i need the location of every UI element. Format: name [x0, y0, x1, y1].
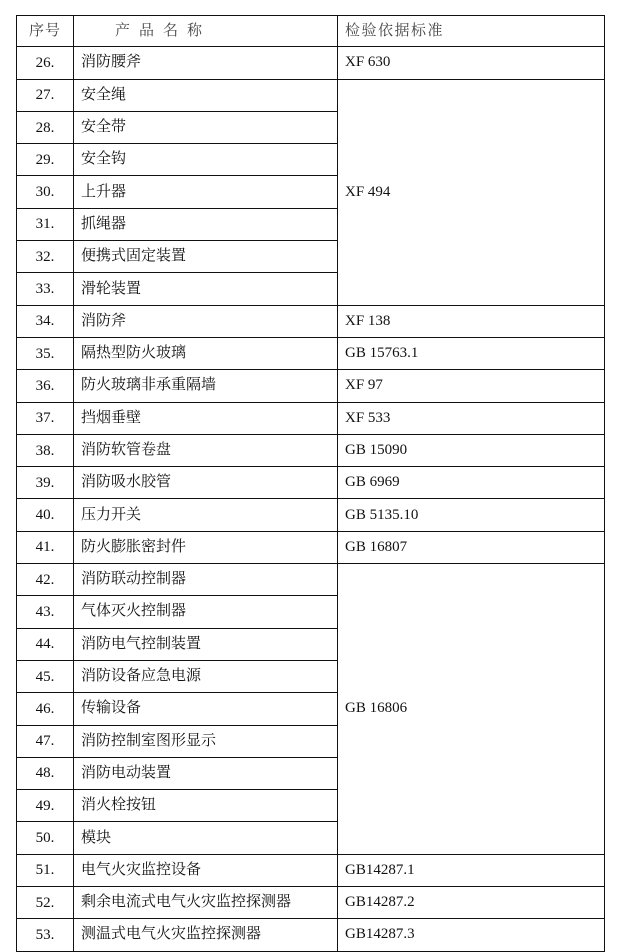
- cell-inspection-standard: GB 5135.10: [338, 499, 605, 531]
- cell-inspection-standard: GB 15763.1: [338, 337, 605, 369]
- cell-serial-number: 51.: [17, 854, 74, 886]
- cell-product-name: 电气火灾监控设备: [74, 854, 338, 886]
- cell-serial-number: 26.: [17, 47, 74, 79]
- table-row: [17, 305, 605, 337]
- cell-inspection-standard: XF 533: [338, 402, 605, 434]
- cell-inspection-standard: GB 6969: [338, 467, 605, 499]
- cell-serial-number: 43.: [17, 596, 74, 628]
- table-row: [17, 467, 605, 499]
- cell-inspection-standard: GB14287.3: [338, 919, 605, 951]
- cell-product-name: 消火栓按钮: [74, 790, 338, 822]
- cell-serial-number: 46.: [17, 693, 74, 725]
- table-body: [17, 47, 605, 951]
- cell-product-name: 消防吸水胶管: [74, 467, 338, 499]
- cell-product-name: 防火膨胀密封件: [74, 531, 338, 563]
- table-row: [17, 854, 605, 886]
- header-product-name: 产品名称: [74, 16, 338, 47]
- table-row: [17, 919, 605, 951]
- cell-serial-number: 42.: [17, 564, 74, 596]
- cell-product-name: 消防软管卷盘: [74, 434, 338, 466]
- cell-serial-number: 44.: [17, 628, 74, 660]
- cell-product-name: 便携式固定装置: [74, 241, 338, 273]
- cell-product-name: 传输设备: [74, 693, 338, 725]
- table-row: [17, 79, 605, 111]
- cell-product-name: 消防电动装置: [74, 757, 338, 789]
- cell-inspection-standard: GB14287.1: [338, 854, 605, 886]
- cell-serial-number: 50.: [17, 822, 74, 854]
- cell-product-name: 消防联动控制器: [74, 564, 338, 596]
- cell-serial-number: 53.: [17, 919, 74, 951]
- cell-product-name: 气体灭火控制器: [74, 596, 338, 628]
- cell-serial-number: 45.: [17, 660, 74, 692]
- table-row: [17, 370, 605, 402]
- cell-serial-number: 35.: [17, 337, 74, 369]
- cell-serial-number: 27.: [17, 79, 74, 111]
- cell-product-name: 消防设备应急电源: [74, 660, 338, 692]
- cell-product-name: 滑轮装置: [74, 273, 338, 305]
- cell-inspection-standard: XF 138: [338, 305, 605, 337]
- table-row: [17, 402, 605, 434]
- cell-inspection-standard: GB 16806: [338, 564, 605, 855]
- cell-inspection-standard: XF 494: [338, 79, 605, 305]
- header-serial-number: 序号: [17, 16, 74, 47]
- cell-product-name: 消防斧: [74, 305, 338, 337]
- table-row: [17, 499, 605, 531]
- cell-product-name: 安全绳: [74, 79, 338, 111]
- cell-serial-number: 31.: [17, 208, 74, 240]
- cell-inspection-standard: GB14287.2: [338, 887, 605, 919]
- cell-product-name: 安全带: [74, 111, 338, 143]
- table-header-row: [17, 16, 605, 47]
- cell-serial-number: 39.: [17, 467, 74, 499]
- cell-serial-number: 52.: [17, 887, 74, 919]
- cell-inspection-standard: XF 97: [338, 370, 605, 402]
- cell-product-name: 上升器: [74, 176, 338, 208]
- cell-product-name: 安全钩: [74, 144, 338, 176]
- table-row: [17, 564, 605, 596]
- cell-serial-number: 33.: [17, 273, 74, 305]
- cell-serial-number: 41.: [17, 531, 74, 563]
- header-inspection-standard: 检验依据标准: [338, 16, 605, 47]
- table-row: [17, 434, 605, 466]
- cell-product-name: 消防腰斧: [74, 47, 338, 79]
- cell-serial-number: 38.: [17, 434, 74, 466]
- cell-serial-number: 37.: [17, 402, 74, 434]
- cell-serial-number: 49.: [17, 790, 74, 822]
- table-row: [17, 887, 605, 919]
- cell-product-name: 消防控制室图形显示: [74, 725, 338, 757]
- cell-product-name: 防火玻璃非承重隔墙: [74, 370, 338, 402]
- cell-serial-number: 47.: [17, 725, 74, 757]
- product-standards-table: [16, 15, 605, 952]
- table-row: [17, 47, 605, 79]
- cell-product-name: 测温式电气火灾监控探测器: [74, 919, 338, 951]
- cell-serial-number: 36.: [17, 370, 74, 402]
- table-row: [17, 531, 605, 563]
- table-row: [17, 337, 605, 369]
- cell-serial-number: 34.: [17, 305, 74, 337]
- cell-serial-number: 48.: [17, 757, 74, 789]
- cell-serial-number: 32.: [17, 241, 74, 273]
- cell-inspection-standard: GB 16807: [338, 531, 605, 563]
- cell-product-name: 压力开关: [74, 499, 338, 531]
- cell-serial-number: 30.: [17, 176, 74, 208]
- cell-inspection-standard: XF 630: [338, 47, 605, 79]
- cell-inspection-standard: GB 15090: [338, 434, 605, 466]
- cell-product-name: 消防电气控制装置: [74, 628, 338, 660]
- cell-serial-number: 40.: [17, 499, 74, 531]
- cell-product-name: 抓绳器: [74, 208, 338, 240]
- cell-product-name: 模块: [74, 822, 338, 854]
- cell-product-name: 挡烟垂壁: [74, 402, 338, 434]
- cell-serial-number: 29.: [17, 144, 74, 176]
- cell-product-name: 剩余电流式电气火灾监控探测器: [74, 887, 338, 919]
- cell-serial-number: 28.: [17, 111, 74, 143]
- cell-product-name: 隔热型防火玻璃: [74, 337, 338, 369]
